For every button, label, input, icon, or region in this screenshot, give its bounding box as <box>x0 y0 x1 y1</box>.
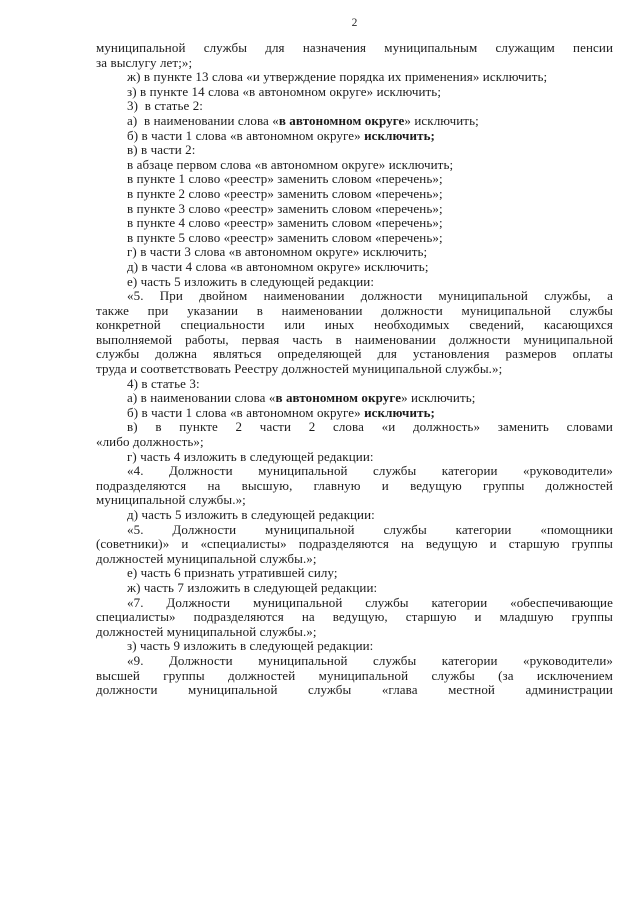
text-line <box>96 202 613 217</box>
text-run: за выслугу лет;»; <box>96 54 193 70</box>
text-run: а) в наименовании слова « <box>127 112 279 128</box>
text-line <box>96 493 613 508</box>
text-line <box>96 377 613 392</box>
text-run: труда и соответствовать Реестру должностей муниципальной службы.»; <box>96 361 503 377</box>
text-line <box>96 362 613 377</box>
text-run: должности муниципальной службы «глава местной администрации <box>96 682 613 698</box>
bold-text-run: в автономном округе <box>278 112 405 128</box>
text-run: » исключить; <box>401 390 476 406</box>
text-line <box>96 537 613 552</box>
text-line <box>96 143 613 158</box>
text-run: «9. Должности муниципальной службы категории «руководители» <box>127 652 613 668</box>
text-line <box>96 508 613 523</box>
text-line <box>96 260 613 275</box>
text-run: в) в пункте 2 части 2 слова «и должность» заменить словами <box>127 419 613 435</box>
text-line <box>96 172 613 187</box>
text-run: в) в части 2: <box>127 142 196 158</box>
text-line <box>96 304 613 319</box>
text-line <box>96 70 613 85</box>
text-line <box>96 435 613 450</box>
text-run: 4) в статье 3: <box>127 375 200 391</box>
text-run: конкретной специальности или иных необходимых сведений, касающихся <box>96 317 613 333</box>
text-line <box>96 275 613 290</box>
text-run: «4. Должности муниципальной службы категории «руководители» <box>127 463 613 479</box>
text-run: б) в части 1 слова «в автономном округе» <box>127 404 365 420</box>
text-run: з) часть 9 изложить в следующей редакции: <box>127 638 374 654</box>
text-line <box>96 450 613 465</box>
text-line <box>96 85 613 100</box>
text-run: » исключить; <box>404 112 479 128</box>
text-line <box>96 552 613 567</box>
text-line <box>96 639 613 654</box>
text-body <box>96 41 613 698</box>
bold-text-run: исключить; <box>364 127 435 143</box>
text-run: «7. Должности муниципальной службы категории «обеспечивающие <box>127 594 613 610</box>
text-line <box>96 391 613 406</box>
text-line <box>96 333 613 348</box>
text-line <box>96 406 613 421</box>
page-content <box>96 0 613 698</box>
text-line <box>96 114 613 129</box>
text-run: выполняемой работы, первая часть в наименовании должности муниципальной <box>96 331 613 347</box>
text-line <box>96 41 613 56</box>
bold-text-run: исключить; <box>364 404 435 420</box>
text-line <box>96 99 613 114</box>
text-line <box>96 129 613 144</box>
text-line <box>96 420 613 435</box>
text-run: в пункте 2 слово «реестр» заменить словом «перечень»; <box>127 185 443 201</box>
text-line <box>96 479 613 494</box>
text-run: е) часть 6 признать утратившей силу; <box>127 565 338 581</box>
text-line <box>96 566 613 581</box>
text-line <box>96 245 613 260</box>
text-line <box>96 669 613 684</box>
text-run: службы должна являться определяющей для установления размеров оплаты <box>96 346 613 362</box>
text-run: г) часть 4 изложить в следующей редакции: <box>127 448 374 464</box>
text-run: (советники)» и «специалисты» подразделяются на ведущую и старшую группы <box>96 536 613 552</box>
text-run: высшей группы должностей муниципальной службы (за исключением <box>96 667 613 683</box>
text-run: ж) часть 7 изложить в следующей редакции: <box>127 579 378 595</box>
text-run: «5. Должности муниципальной службы категории «помощники <box>127 521 613 537</box>
text-line <box>96 318 613 333</box>
text-line <box>96 347 613 362</box>
text-run: муниципальной службы.»; <box>96 492 246 508</box>
text-line <box>96 56 613 71</box>
text-line <box>96 464 613 479</box>
text-run: должностей муниципальной службы.»; <box>96 550 317 566</box>
text-run: д) в части 4 слова «в автономном округе» исключить; <box>127 258 429 274</box>
text-line <box>96 216 613 231</box>
text-run: ж) в пункте 13 слова «и утверждение порядка их применения» исключить; <box>127 69 548 85</box>
text-run: в абзаце первом слова «в автономном округе» исключить; <box>127 156 454 172</box>
text-run: в пункте 3 слово «реестр» заменить словом «перечень»; <box>127 200 443 216</box>
text-run: а) в наименовании слова « <box>127 390 276 406</box>
text-run: г) в части 3 слова «в автономном округе» исключить; <box>127 244 428 260</box>
text-run: специалисты» подразделяются на ведущую, старшую и младшую группы <box>96 609 613 625</box>
text-line <box>96 610 613 625</box>
text-line <box>96 581 613 596</box>
text-run: также при указании в наименовании должности муниципальной службы <box>96 302 613 318</box>
text-line <box>96 187 613 202</box>
text-run: в пункте 5 слово «реестр» заменить словом «перечень»; <box>127 229 443 245</box>
text-run: 3) в статье 2: <box>127 98 204 114</box>
text-run: «5. При двойном наименовании должности муниципальной службы, а <box>127 288 613 304</box>
text-run: д) часть 5 изложить в следующей редакции: <box>127 507 375 522</box>
text-run: подразделяются на высшую, главную и ведущую группы должностей <box>96 477 613 493</box>
text-run: б) в части 1 слова «в автономном округе» <box>127 127 365 143</box>
text-run: муниципальной службы для назначения муниципальным служащим пенсии <box>96 40 613 55</box>
page-number: 2 <box>351 17 358 29</box>
text-line <box>96 596 613 611</box>
text-line <box>96 289 613 304</box>
text-run: должностей муниципальной службы.»; <box>96 623 317 639</box>
text-line <box>96 683 613 698</box>
text-run: в пункте 1 слово «реестр» заменить словом «перечень»; <box>127 171 443 187</box>
text-line <box>96 158 613 173</box>
text-line <box>96 231 613 246</box>
text-line <box>96 654 613 669</box>
text-run: «либо должность»; <box>96 434 204 450</box>
text-line <box>96 523 613 538</box>
text-run: в пункте 4 слово «реестр» заменить словом «перечень»; <box>127 215 443 231</box>
text-run: е) часть 5 изложить в следующей редакции: <box>127 273 375 289</box>
text-run: з) в пункте 14 слова «в автономном округе» исключить; <box>127 83 442 99</box>
bold-text-run: в автономном округе <box>275 390 402 406</box>
text-line <box>96 625 613 640</box>
